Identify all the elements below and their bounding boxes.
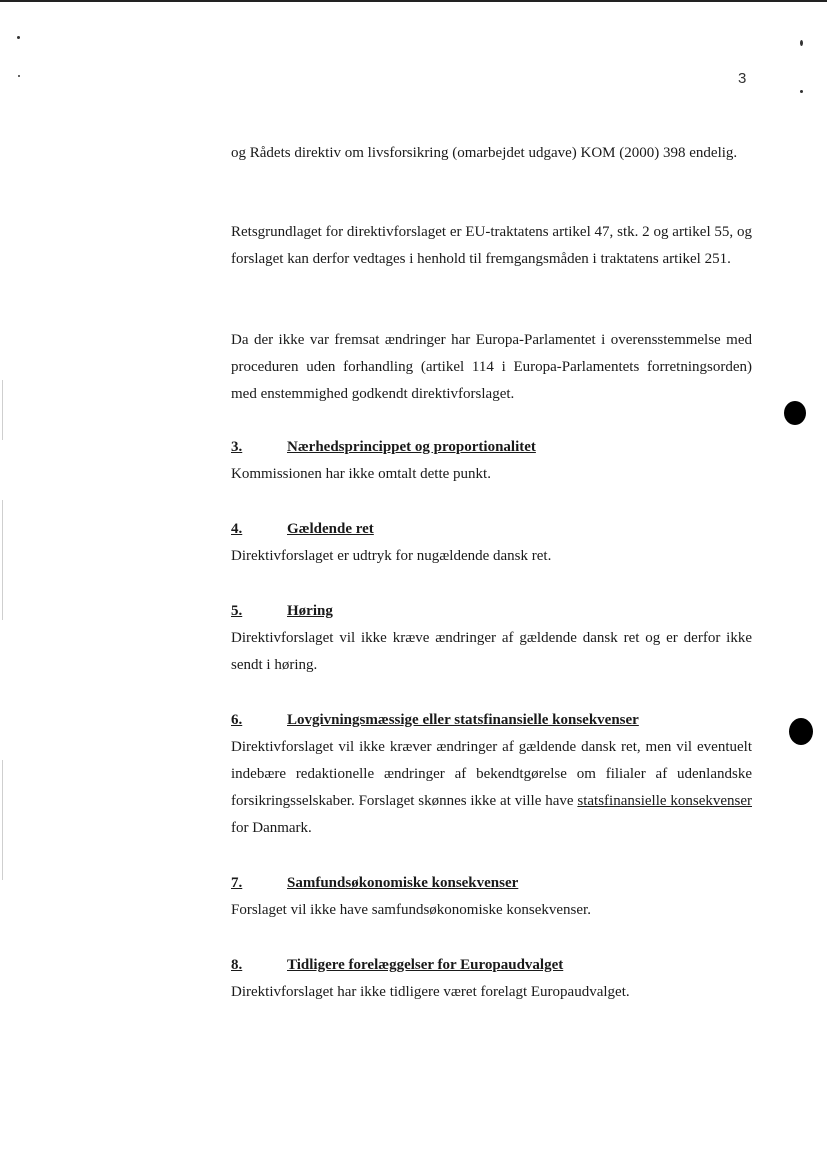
section-title: Lovgivningsmæssige eller statsfinansielle konsekvenser [287, 712, 639, 728]
section-body-7: Forslaget vil ikke have samfundsøkonomiske konsekvenser. [231, 902, 591, 918]
section-title: Høring [287, 603, 333, 619]
section-heading-5 [231, 600, 752, 622]
scan-speck [800, 40, 803, 46]
section-title: Nærhedsprincippet og proportionalitet [287, 439, 536, 455]
section-body-3: Kommissionen har ikke omtalt dette punkt. [231, 466, 491, 482]
section-body-8: Direktivforslaget har ikke tidligere været forelagt Europaudvalget. [231, 984, 630, 1000]
section-title: Gældende ret [287, 521, 374, 537]
section-heading-8 [231, 954, 752, 976]
section-body-6 [231, 734, 752, 842]
section-number: 6. [231, 712, 243, 728]
page-number: 3 [738, 70, 747, 87]
section-heading-6 [231, 709, 752, 731]
scan-speck [18, 75, 20, 77]
section-number: 4. [231, 521, 243, 537]
section-heading-7 [231, 872, 752, 894]
section-number: 8. [231, 957, 243, 973]
section-body-5: Direktivforslaget vil ikke kræve ændringer af gældende dansk ret og er derfor ikke sendt i høring. [231, 630, 752, 673]
scan-speck [17, 36, 20, 39]
section-number: 3. [231, 439, 243, 455]
section-heading-3 [231, 436, 752, 458]
section-body-4: Direktivforslaget er udtryk for nugældende dansk ret. [231, 548, 552, 564]
scan-edge-line [2, 380, 3, 440]
scan-edge-line [2, 500, 3, 620]
top-border-line [0, 0, 827, 2]
section-body-text: Direktivforslaget vil ikke kræver ændringer af gældende dansk ret, men vil eventuelt indebære redaktionelle ændringer af bekendtgørelse om filialer af udenlandske forsikringsselskaber. Forslaget skønnes ikke at ville have [231, 739, 752, 809]
paragraph-parliament: Da der ikke var fremsat ændringer har Europa-Parlamentet i overensstemmelse med proceduren uden forhandling (artikel 114 i Europa-Parlamentets forretningsorden) med enstemmighed godkendt direktivforslaget. [231, 332, 752, 402]
section-number: 5. [231, 603, 243, 619]
section-body-tail: for Danmark. [231, 820, 312, 836]
section-title: Tidligere forelæggelser for Europaudvalget [287, 957, 564, 973]
section-number: 7. [231, 875, 243, 891]
punch-hole-mark [784, 401, 806, 425]
scan-speck [800, 90, 803, 93]
paragraph-directive-intro: og Rådets direktiv om livsforsikring (omarbejdet udgave) KOM (2000) 398 endelig. [231, 145, 738, 161]
section-title: Samfundsøkonomiske konsekvenser [287, 875, 519, 891]
underlined-phrase: statsfinansielle konsekvenser [577, 793, 752, 809]
paragraph-legal-basis: Retsgrundlaget for direktivforslaget er EU-traktatens artikel 47, stk. 2 og artikel 55, og forslaget kan derfor vedtages i henhold til fremgangsmåden i traktatens artikel 251. [231, 224, 752, 267]
section-heading-4 [231, 518, 752, 540]
punch-hole-mark [789, 718, 813, 745]
scan-edge-line [2, 760, 3, 880]
